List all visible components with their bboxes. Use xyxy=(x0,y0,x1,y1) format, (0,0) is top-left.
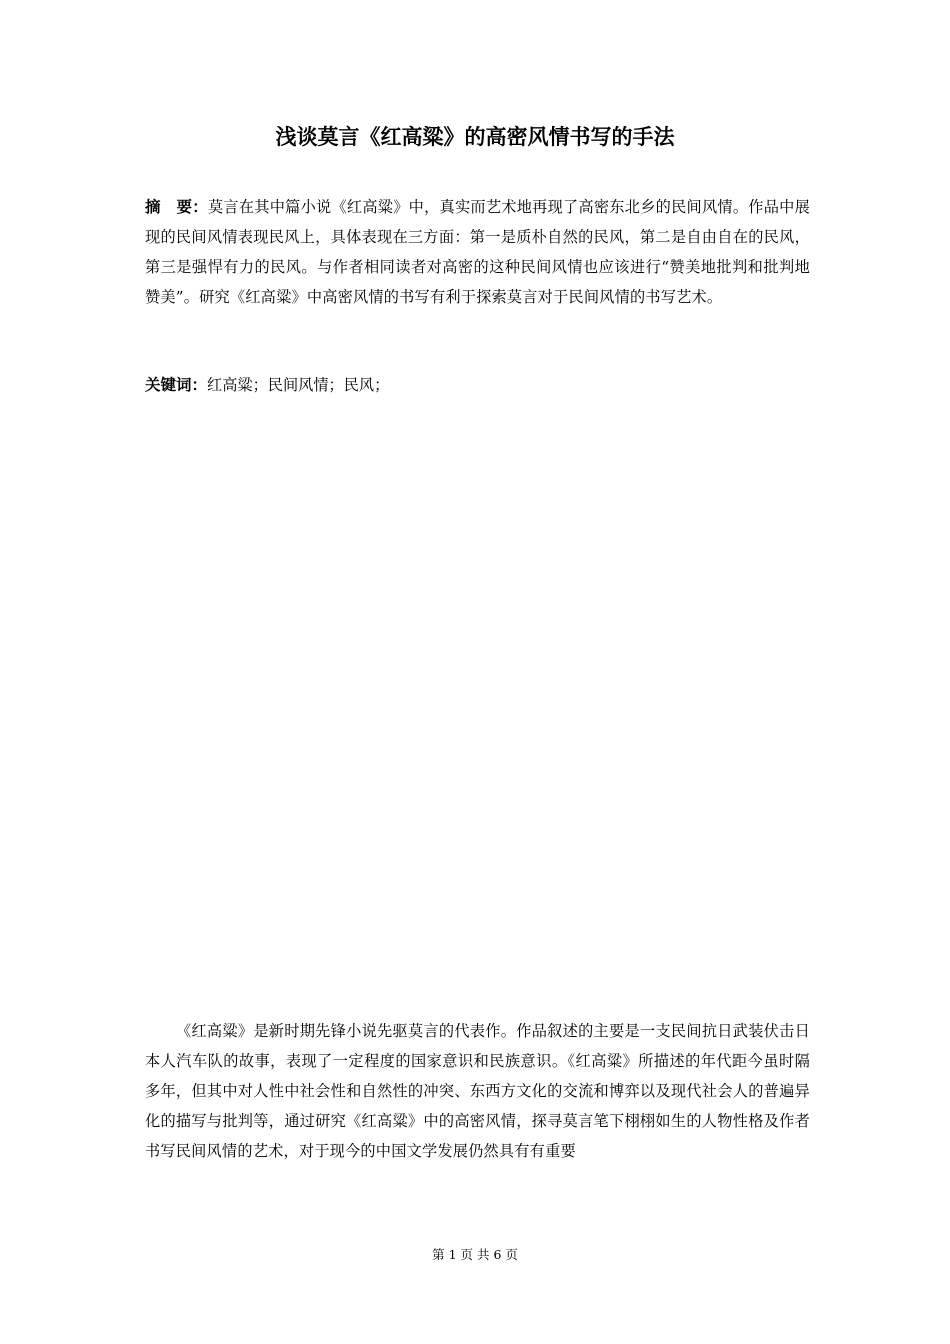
keywords-section xyxy=(145,370,810,400)
abstract-section xyxy=(145,192,810,312)
abstract-label: 摘 要： xyxy=(145,198,208,216)
keywords-text: 红高粱；民间风情；民风； xyxy=(207,376,390,394)
document-title: 浅谈莫言《红高粱》的高密风情书写的手法 xyxy=(275,125,675,149)
body-paragraph: 《红高粱》是新时期先锋小说先驱莫言的代表作。作品叙述的主要是一支民间抗日武装伏击日本人汽车队的故事，表现了一定程度的国家意识和民族意识。《红高粱》所描述的年代距今虽时隔多年，但其中对人性中社会性和自然性的冲突、东西方文化的交流和博弈以及现代社会人的普遍异化的描写与批判等，通过研究《红高粱》中的高密风情，探寻莫言笔下栩栩如生的人物性格及作者书写民间风情的艺术，对于现今的中国文学发展仍然具有有重要 xyxy=(145,1022,810,1160)
abstract-text: 莫言在其中篇小说《红高粱》中，真实而艺术地再现了高密东北乡的民间风情。作品中展现的民间风情表现民风上，具体表现在三方面：第一是质朴自然的民风，第二是自由自在的民风，第三是强悍有力的民风。与作者相同读者对高密的这种民间风情也应该进行“赞美地批判和批判地赞美”。研究《红高粱》中高密风情的书写有利于探索莫言对于民间风情的书写艺术。 xyxy=(145,198,810,306)
keywords-label: 关键词： xyxy=(145,376,208,394)
page-number-footer: 第 1 页 共 6 页 xyxy=(432,1247,518,1262)
